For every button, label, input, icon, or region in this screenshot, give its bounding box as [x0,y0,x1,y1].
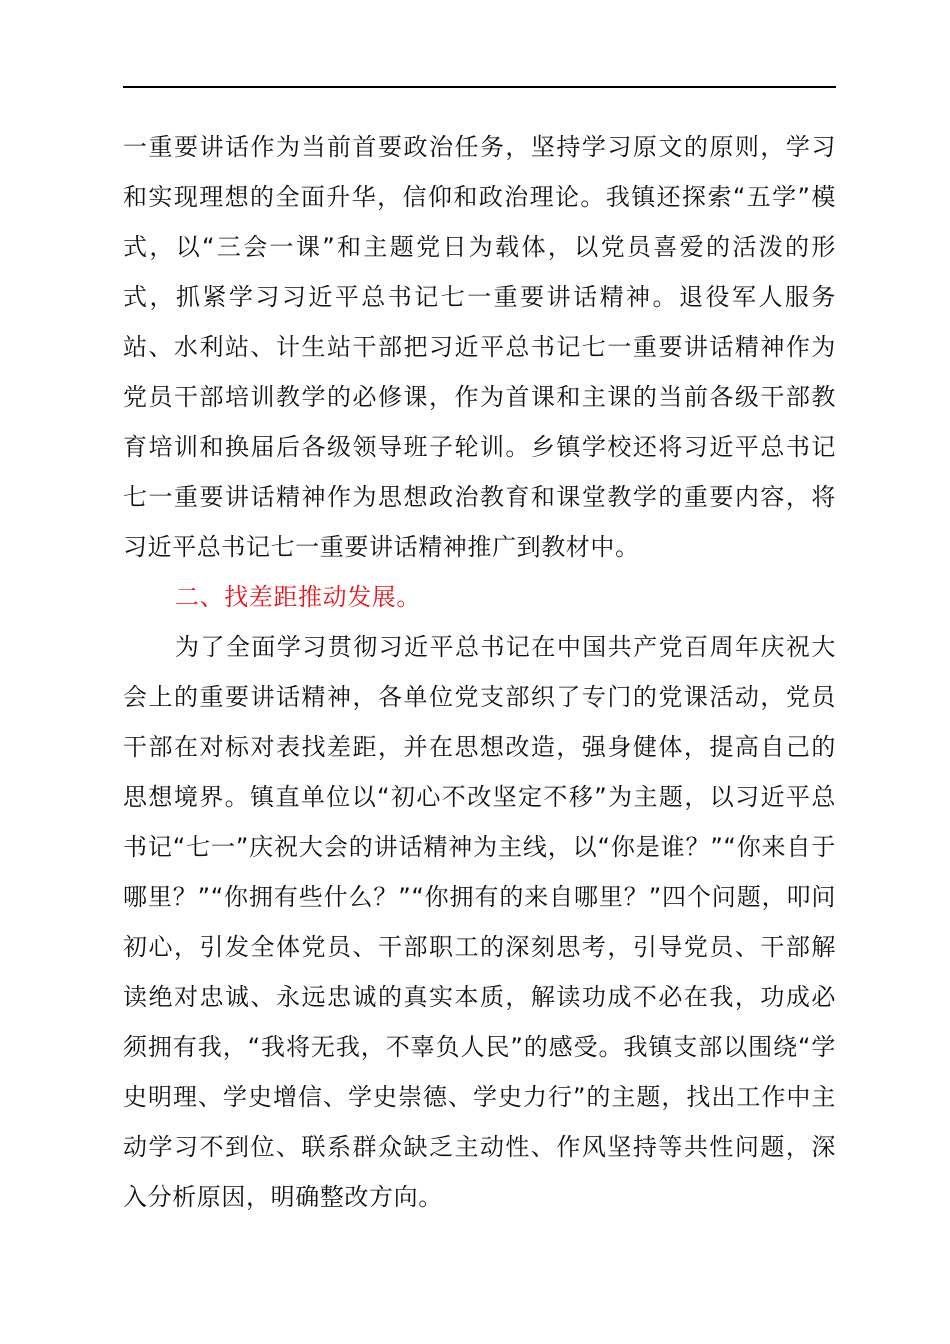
section-heading: 二、找差距推动发展。 [175,583,421,611]
header-rule [123,86,836,88]
paragraph-find-gaps: 为了全面学习贯彻习近平总书记在中国共产党百周年庆祝大会上的重要讲话精神，各单位党支部织了专门的党课活动，党员干部在对标对表找差距，并在思想改造，强身健体，提高自己的思想境界。镇直单位以“初心不改坚定不移”为主题，以习近平总书记“七一”庆祝大会的讲话精神为主线，以“你是谁？”“你来自于哪里？”“你拥有些什么？”“你拥有的来自哪里？”四个问题，叩问初心，引发全体党员、干部职工的深刻思考，引导党员、干部解读绝对忠诚、永远忠诚的真实本质，解读功成不必在我，功成必须拥有我，“我将无我，不辜负人民”的感受。我镇支部以围绕“学史明理、学史增信、学史崇德、学史力行”的主题，找出工作中主动学习不到位、联系群众缺乏主动性、作风坚持等共性问题，深入分析原因，明确整改方向。 [123,633,836,1211]
document-body [123,122,836,1222]
paragraph-continued: 一重要讲话作为当前首要政治任务，坚持学习原文的原则，学习和实现理想的全面升华，信仰和政治理论。我镇还探索“五学”模式，以“三会一课”和主题党日为载体，以党员喜爱的活泼的形式，抓紧学习习近平总书记七一重要讲话精神。退役军人服务站、水利站、计生站干部把习近平总书记七一重要讲话精神作为党员干部培训教学的必修课，作为首课和主课的当前各级干部教育培训和换届后各级领导班子轮训。乡镇学校还将习近平总书记七一重要讲话精神作为思想政治教育和课堂教学的重要内容，将习近平总书记七一重要讲话精神推广到教材中。 [123,133,836,561]
